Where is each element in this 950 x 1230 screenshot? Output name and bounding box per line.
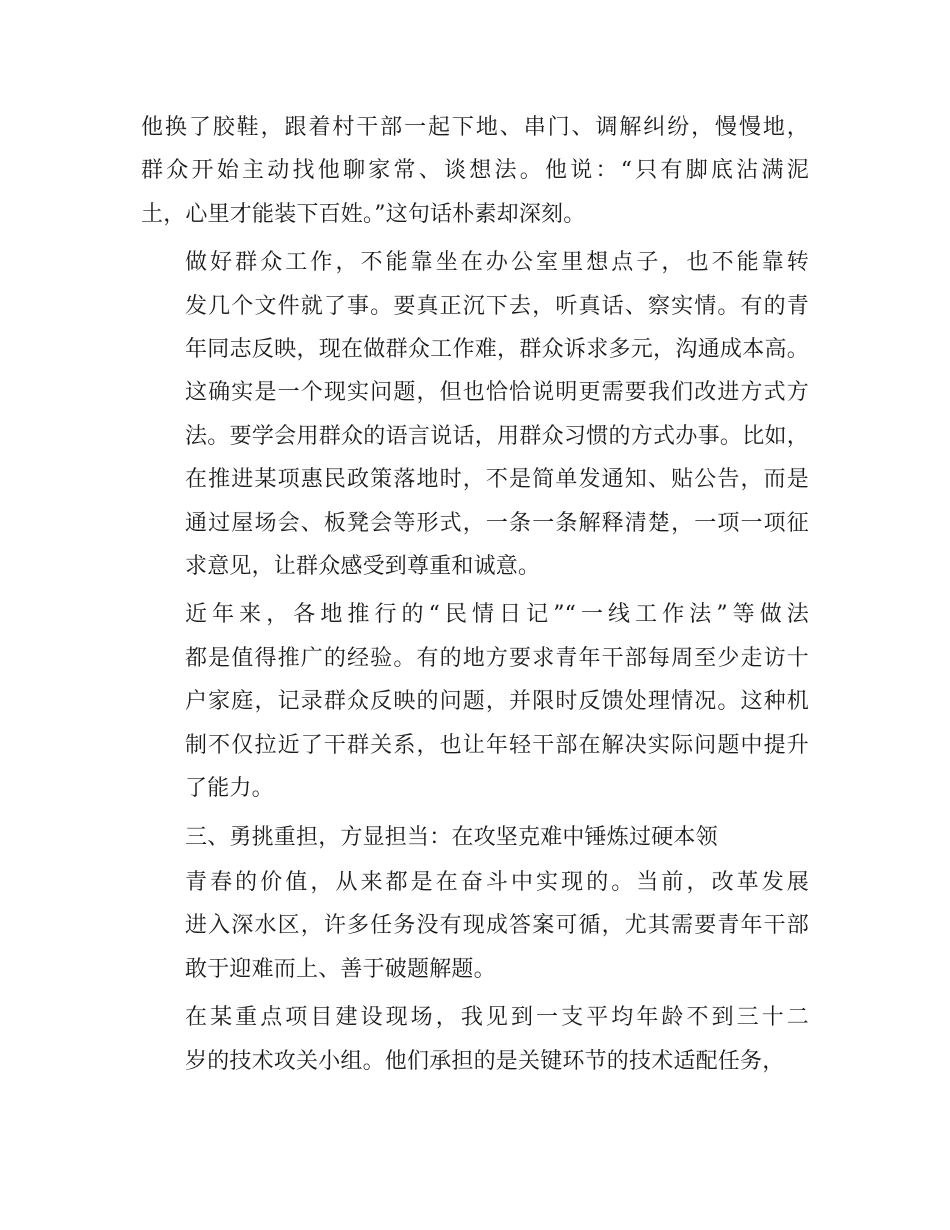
body-paragraph bbox=[141, 996, 809, 1083]
text-line: 发几个文件就了事。要真正沉下去，听真话、察实情。有的青 bbox=[185, 293, 809, 319]
body-paragraph bbox=[141, 593, 809, 810]
text-line: 这确实是一个现实问题，但也恰恰说明更需要我们改进方式方 bbox=[185, 380, 809, 406]
text-line: 了能力。 bbox=[185, 776, 274, 802]
text-line: 他换了胶鞋，跟着村干部一起下地、串门、调解纠纷，慢慢地， bbox=[141, 115, 809, 140]
text-line: 敢于迎难而上、善于破题解题。 bbox=[185, 956, 496, 982]
text-line: 青春的价值，从来都是在奋斗中实现的。当前，改革发展 bbox=[185, 869, 809, 895]
text-line: 在某重点项目建设现场，我见到一支平均年龄不到三十二 bbox=[185, 1005, 809, 1031]
text-line: 户家庭，记录群众反映的问题，并限时反馈处理情况。这种机 bbox=[185, 689, 809, 715]
text-line: 三、勇挑重担，方显担当：在攻坚克难中锤炼过硬本领 bbox=[185, 824, 718, 850]
section-heading bbox=[141, 816, 809, 859]
text-line: 求意见，让群众感受到尊重和诚意。 bbox=[185, 554, 541, 580]
body-paragraph bbox=[141, 861, 809, 991]
document-body bbox=[141, 106, 809, 1088]
text-line: 在推进某项惠民政策落地时，不是简单发通知、贴公告，而是 bbox=[185, 467, 809, 493]
text-line: 群众开始主动找他聊家常、谈想法。他说：“只有脚底沾满泥 bbox=[141, 158, 809, 184]
text-line: 近年来，各地推行的“民情日记”“一线工作法”等做法 bbox=[185, 602, 809, 628]
text-line: 都是值得推广的经验。有的地方要求青年干部每周至少走访十 bbox=[185, 645, 809, 671]
text-line: 法。要学会用群众的语言说话，用群众习惯的方式办事。比如， bbox=[185, 423, 809, 449]
text-line: 年同志反映，现在做群众工作难，群众诉求多元，沟通成本高。 bbox=[185, 337, 809, 363]
body-paragraph bbox=[141, 241, 809, 588]
text-line: 进入深水区，许多任务没有现成答案可循，尤其需要青年干部 bbox=[185, 913, 809, 939]
text-line: 制不仅拉近了干群关系，也让年轻干部在解决实际问题中提升 bbox=[185, 732, 809, 758]
text-line: 土，心里才能装下百姓。”这句话朴素却深刻。 bbox=[141, 201, 586, 227]
text-line: 通过屋场会、板凳会等形式，一条一条解释清楚，一项一项征 bbox=[185, 510, 809, 536]
body-paragraph bbox=[141, 106, 809, 236]
text-line: 岁的技术攻关小组。他们承担的是关键环节的技术适配任务， bbox=[185, 1048, 785, 1074]
text-line: 做好群众工作，不能靠坐在办公室里想点子，也不能靠转 bbox=[185, 250, 809, 276]
